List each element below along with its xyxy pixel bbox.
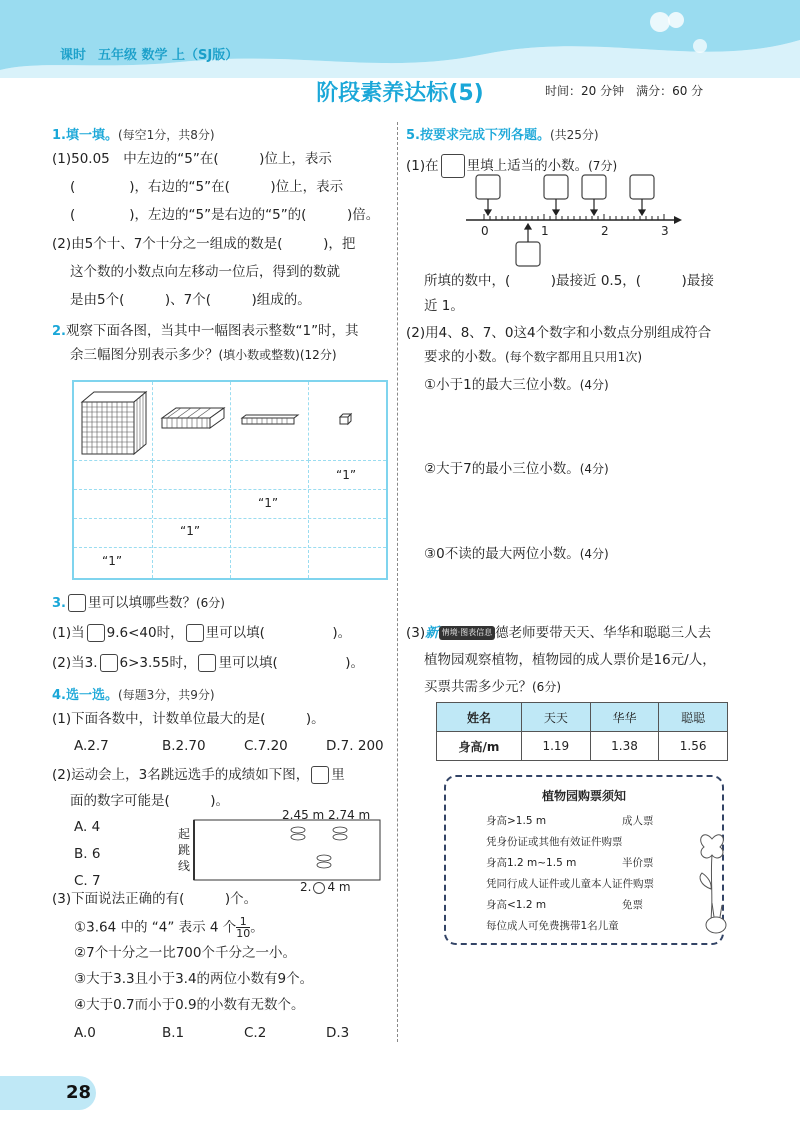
q2-text: 余三幅图分别表示多少？(填小数或整数)(12分)	[70, 347, 337, 363]
option: A.0	[74, 1025, 96, 1041]
table-cell: 1.56	[659, 732, 728, 761]
q5-part1: (1)在 里填上适当的小数。(7分)	[406, 154, 617, 178]
flat-figure	[160, 404, 226, 436]
context-badge: 情境·图表信息	[439, 626, 496, 640]
q3-line: (2)当3. 6>3.55时， 里可以填( )。	[52, 655, 365, 671]
table-cell: 身高/m	[437, 732, 522, 761]
label-one: “1”	[180, 524, 201, 538]
cube-figure	[80, 390, 148, 456]
notice-line: 身高<1.2 m	[486, 899, 547, 911]
statement: ②7个十分之一比700个千分之一小。	[74, 945, 296, 961]
jump-mark-b: 2.74 m	[328, 808, 371, 822]
q5-line: 近 1。	[424, 298, 464, 314]
statement: ④大于0.7而小于0.9的小数有无数个。	[74, 997, 305, 1013]
new-badge: 新	[425, 625, 439, 641]
option: D.3	[326, 1025, 350, 1041]
option: D.7. 200	[326, 738, 384, 754]
q5-part3: (3)新 情境·图表信息 德老师要带天天、华华和聪聪三人去	[406, 625, 712, 641]
statement: ①3.64 中的 “4” 表示 4 个 $\frac{1}{10}$ 。	[74, 915, 264, 940]
axis-label: 0	[481, 224, 489, 238]
table-header-row	[437, 703, 728, 732]
option: C.2	[244, 1025, 267, 1041]
rod-figure	[240, 414, 304, 428]
table-cell: 姓名	[437, 703, 522, 732]
notice-title: 植物园购票须知	[541, 789, 626, 803]
answer-box[interactable]	[313, 882, 325, 894]
q5-line: 植物园观察植物，植物园的成人票价是16元/人，	[424, 652, 716, 668]
q2-text: 2.观察下面各图，当其中一幅图表示整数“1”时，其	[52, 323, 359, 339]
axis-label: 3	[661, 224, 669, 238]
option: A. 4	[74, 819, 101, 835]
q1-line: (1)50.05 中左边的“5”在( )位上，表示	[52, 151, 332, 167]
answer-box[interactable]	[68, 594, 86, 612]
table-cell: 1.19	[522, 732, 591, 761]
q5-heading: 5.按要求完成下列各题。(共25分)	[406, 128, 599, 143]
notice-line: 免票	[622, 899, 643, 911]
q5-item: ②大于7的最小三位小数。(4分)	[424, 461, 609, 477]
answer-box[interactable]	[198, 654, 216, 672]
q4-sub3: (3)下面说法正确的有( )个。	[52, 891, 258, 907]
table-cell: 天天	[522, 703, 591, 732]
q1-line: 是由5个( )、7个( )组成的。	[70, 292, 311, 308]
q4-heading: 4.选一选。(每题3分，共9分)	[52, 688, 215, 703]
q5-item: ①小于1的最大三位小数。(4分)	[424, 377, 609, 393]
q3-heading: 3. 里可以填哪些数？(6分)	[52, 595, 225, 611]
q5-line: 买票共需多少元？(6分)	[424, 679, 561, 695]
notice-line: 半价票	[622, 857, 654, 869]
jump-mark-c: 2. 4 m	[300, 880, 351, 894]
q5-line: (2)用4、8、7、0这4个数字和小数点分别组成符合	[406, 325, 712, 341]
q5-line: 要求的小数。(每个数字都用且只用1次)	[424, 349, 642, 365]
q1-line: ( )，右边的“5”在( )位上，表示	[70, 179, 344, 195]
q3-line: (1)当 9.6<40时， 里可以填( )。	[52, 625, 352, 641]
height-table	[436, 702, 728, 761]
option: C.7.20	[244, 738, 288, 754]
notice-line: 身高>1.5 m	[486, 815, 547, 827]
axis-label: 2	[601, 224, 609, 238]
grade-subject: 五年级 数学 上（SJ版）	[98, 48, 239, 63]
q1-heading: 1.填一填。(每空1分，共8分)	[52, 128, 215, 143]
notice-line: 凭同行成人证件或儿童本人证件购票	[486, 878, 654, 890]
flower-rabbit-decoration	[692, 829, 732, 939]
fraction: $\frac{1}{10}$	[236, 915, 251, 940]
number-line	[460, 172, 690, 268]
table-cell: 聪聪	[659, 703, 728, 732]
notice-line: 凭身份证或其他有效证件购票	[486, 836, 623, 848]
time-info: 时间：20 分钟 满分：60 分	[545, 84, 704, 98]
notice-line: 每位成人可免费携带1名儿童	[486, 920, 619, 932]
jump-start-label: 起跳线	[178, 827, 191, 873]
table-cell: 华华	[590, 703, 659, 732]
option: A.2.7	[74, 738, 109, 754]
option: B.1	[162, 1025, 185, 1041]
statement: ③大于3.3且小于3.4的两位小数有9个。	[74, 971, 314, 987]
option: B.2.70	[162, 738, 206, 754]
answer-box[interactable]	[186, 624, 204, 642]
q4-sub1: (1)下面各数中，计数单位最大的是( )。	[52, 711, 325, 727]
label-one: “1”	[258, 496, 279, 510]
label-one: “1”	[336, 468, 357, 482]
q1-line: ( )，左边的“5”是右边的“5”的( )倍。	[70, 207, 380, 223]
notice-line: 身高1.2 m~1.5 m	[486, 857, 577, 869]
label-one: “1”	[102, 554, 123, 568]
brand-logo: 课时	[60, 48, 87, 63]
table-cell: 1.38	[590, 732, 659, 761]
column-divider	[397, 122, 398, 1042]
q4-sub2: 面的数字可能是( )。	[70, 793, 230, 809]
ticket-notice-box	[444, 775, 724, 945]
q2-figure-grid	[72, 380, 388, 580]
jump-mark-a: 2.45 m	[282, 808, 325, 822]
answer-box[interactable]	[311, 766, 329, 784]
axis-label: 1	[541, 224, 549, 238]
small-cube-figure	[338, 412, 354, 426]
answer-box[interactable]	[87, 624, 105, 642]
q1-line: 这个数的小数点向左移动一位后，得到的数就	[70, 264, 340, 280]
notice-line: 成人票	[622, 815, 654, 827]
option: C. 7	[74, 873, 101, 889]
page-title: 阶段素养达标(5)	[316, 81, 484, 106]
page-number: 28	[66, 1082, 92, 1103]
q4-sub2: (2)运动会上，3名跳远选手的成绩如下图， 里	[52, 767, 345, 783]
q1-line: (2)由5个十、7个十分之一组成的数是( )，把	[52, 236, 356, 252]
q5-line: 所填的数中，( )最接近 0.5，( )最接	[424, 273, 714, 289]
answer-box[interactable]	[100, 654, 118, 672]
option: B. 6	[74, 846, 101, 862]
table-row	[437, 732, 728, 761]
q5-item: ③0不读的最大两位小数。(4分)	[424, 546, 609, 562]
